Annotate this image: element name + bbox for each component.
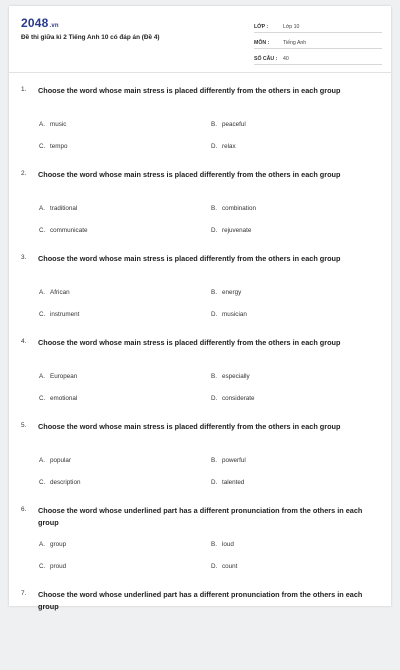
option-c[interactable]	[39, 227, 87, 234]
question-list	[9, 82, 391, 670]
option-letter: D.	[211, 143, 218, 150]
option-a[interactable]	[39, 205, 77, 212]
question-text: Choose the word whose underlined part has a different pronunciation from the others in each group	[38, 506, 363, 527]
option-text: peaceful	[222, 121, 246, 128]
option-letter: B.	[211, 121, 217, 128]
option-a[interactable]	[39, 373, 77, 380]
question-1	[9, 82, 391, 166]
option-b[interactable]	[211, 121, 246, 128]
question-number: 2.	[21, 170, 27, 177]
question-2	[9, 166, 391, 250]
option-a[interactable]	[39, 457, 71, 464]
question-6	[9, 502, 391, 586]
question-4	[9, 334, 391, 418]
question-number: 1.	[21, 86, 27, 93]
option-text: combination	[222, 205, 256, 212]
option-text: emotional	[50, 395, 78, 402]
question-number: 6.	[21, 506, 27, 513]
question-number: 5.	[21, 422, 27, 429]
option-letter: B.	[211, 373, 217, 380]
question-text: Choose the word whose main stress is placed differently from the others in each group	[38, 422, 341, 431]
option-c[interactable]	[39, 563, 66, 570]
option-b[interactable]	[211, 541, 234, 548]
question-text: Choose the word whose main stress is placed differently from the others in each group	[38, 86, 341, 95]
option-letter: C.	[39, 479, 46, 486]
option-letter: D.	[211, 563, 218, 570]
question-number: 3.	[21, 254, 27, 261]
option-text: African	[50, 289, 70, 296]
option-d[interactable]	[211, 143, 236, 150]
option-c[interactable]	[39, 395, 77, 402]
option-letter: B.	[211, 205, 217, 212]
question-number: 4.	[21, 338, 27, 345]
option-d[interactable]	[211, 395, 255, 402]
option-letter: B.	[211, 541, 217, 548]
option-letter: A.	[39, 373, 45, 380]
option-letter: C.	[39, 311, 46, 318]
option-text: relax	[222, 143, 236, 150]
logo-tld: .vn	[49, 23, 59, 29]
exam-meta	[254, 17, 382, 65]
meta-key: MÔN :	[254, 40, 270, 46]
option-text: communicate	[50, 227, 88, 234]
site-logo[interactable]	[21, 16, 59, 30]
question-5	[9, 418, 391, 502]
option-text: music	[50, 121, 67, 128]
option-text: energy	[222, 289, 242, 296]
option-text: talented	[222, 479, 245, 486]
option-b[interactable]	[211, 457, 246, 464]
option-letter: A.	[39, 457, 45, 464]
option-text: powerful	[222, 457, 246, 464]
meta-row-class	[254, 17, 382, 33]
option-letter: C.	[39, 143, 46, 150]
option-text: considerate	[222, 395, 255, 402]
option-text: popular	[50, 457, 72, 464]
option-letter: A.	[39, 205, 45, 212]
option-text: group	[50, 541, 67, 548]
option-d[interactable]	[211, 563, 237, 570]
option-d[interactable]	[211, 479, 244, 486]
option-text: loud	[222, 541, 234, 548]
question-text: Choose the word whose main stress is placed differently from the others in each group	[38, 254, 341, 263]
option-c[interactable]	[39, 143, 68, 150]
option-c[interactable]	[39, 479, 80, 486]
option-letter: A.	[39, 541, 45, 548]
option-c[interactable]	[39, 311, 79, 318]
question-7	[9, 586, 391, 670]
question-text: Choose the word whose main stress is placed differently from the others in each group	[38, 170, 341, 179]
option-letter: D.	[211, 227, 218, 234]
question-3	[9, 250, 391, 334]
option-letter: A.	[39, 289, 45, 296]
meta-key: LỚP :	[254, 24, 269, 30]
option-letter: B.	[211, 457, 217, 464]
option-letter: A.	[39, 121, 45, 128]
option-d[interactable]	[211, 311, 247, 318]
option-letter: C.	[39, 563, 46, 570]
option-letter: D.	[211, 395, 218, 402]
option-a[interactable]	[39, 289, 70, 296]
option-b[interactable]	[211, 289, 241, 296]
option-text: count	[222, 563, 238, 570]
option-text: instrument	[50, 311, 80, 318]
logo-main: 2048	[21, 16, 49, 30]
meta-value: Lớp 10	[283, 24, 300, 30]
exam-header	[9, 6, 391, 68]
option-letter: D.	[211, 479, 218, 486]
question-text: Choose the word whose underlined part has a different pronunciation from the others in each group	[38, 590, 363, 611]
exam-title: Đề thi giữa kì 2 Tiếng Anh 10 có đáp án (Đề 4)	[21, 34, 160, 41]
option-a[interactable]	[39, 541, 66, 548]
option-text: especially	[222, 373, 250, 380]
option-letter: C.	[39, 227, 46, 234]
meta-row-subject	[254, 33, 382, 49]
meta-value: 40	[283, 56, 289, 62]
option-d[interactable]	[211, 227, 251, 234]
option-text: description	[50, 479, 81, 486]
option-letter: C.	[39, 395, 46, 402]
meta-row-question-count	[254, 49, 382, 65]
meta-key: SỐ CÂU :	[254, 56, 278, 62]
option-text: European	[50, 373, 78, 380]
option-letter: B.	[211, 289, 217, 296]
header-divider	[9, 72, 391, 73]
option-b[interactable]	[211, 373, 250, 380]
option-text: traditional	[50, 205, 78, 212]
option-text: musician	[222, 311, 247, 318]
option-b[interactable]	[211, 205, 256, 212]
question-number: 7.	[21, 590, 27, 597]
option-letter: D.	[211, 311, 218, 318]
meta-value: Tiếng Anh	[283, 40, 307, 46]
option-a[interactable]	[39, 121, 66, 128]
option-text: tempo	[50, 143, 68, 150]
exam-sheet	[9, 6, 391, 611]
option-text: proud	[50, 563, 67, 570]
question-text: Choose the word whose main stress is placed differently from the others in each group	[38, 338, 341, 347]
option-text: rejuvenate	[222, 227, 252, 234]
